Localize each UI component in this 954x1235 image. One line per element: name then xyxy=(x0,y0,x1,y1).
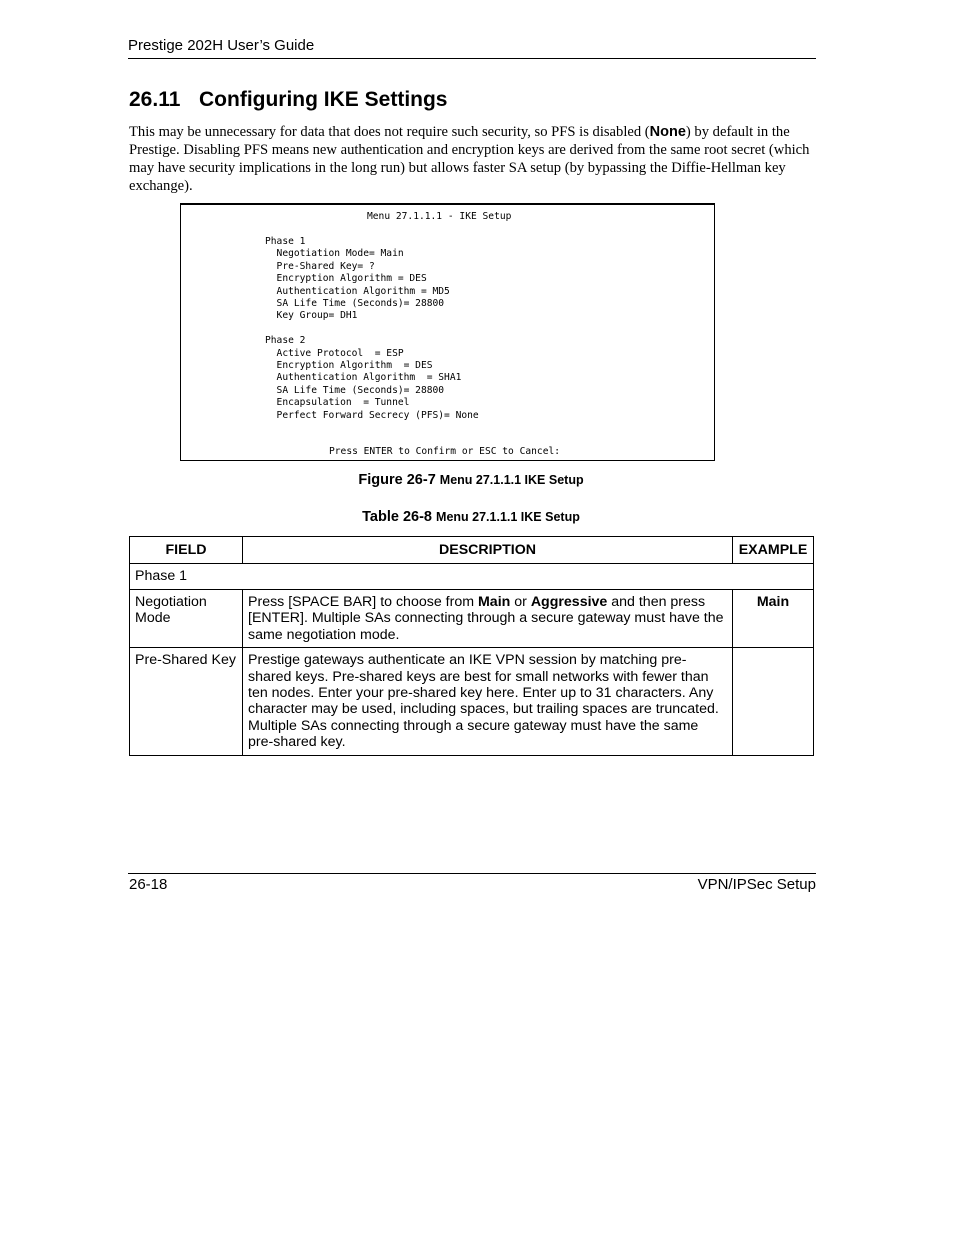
menu-title: Menu 27.1.1.1 - IKE Setup xyxy=(367,211,512,222)
desc-bold-main: Main xyxy=(477,594,511,610)
page-header xyxy=(128,37,816,59)
field-name: Negotiation Mode xyxy=(130,590,243,648)
desc-text: Press [SPACE BAR] to choose from xyxy=(248,594,478,610)
table-row xyxy=(130,590,814,648)
section-heading xyxy=(129,88,447,112)
section-title: Configuring IKE Settings xyxy=(199,88,448,111)
table-row xyxy=(130,564,814,590)
field-description xyxy=(243,590,733,648)
intro-text-after: ) by default in the Prestige. Disabling PFS means new authentication and encryption keys are derived from the same root secret (which may have security implications in the long run) but allows faster SA setup (by bypassing the Diffie-Hellman key exchange). xyxy=(129,124,810,194)
field-description: Prestige gateways authenticate an IKE VPN session by matching pre-shared keys. Pre-shared keys are best for small networks with fewer than ten nodes. Enter your pre-shared key here. Enter up to 31 characters. Any character may be used, including spaces, but trailing spaces are truncated. Multiple SAs connecting through a secure gateway must have the same pre-shared key. xyxy=(243,648,733,755)
menu-settings-text: Phase 1 Negotiation Mode= Main Pre-Shared Key= ? Encryption Algorithm = DES Authentication Algorithm = MD5 SA Life Time (Seconds)= 28800 Key Group= DH1 Phase 2 Active Protocol = ESP Encryption Algorithm = DES Authentication Algorithm = SHA1 SA Life Time (Seconds)= 28800 Encapsulation = Tunnel Perfect Forward Secrecy (PFS)= None xyxy=(265,236,479,421)
header-description: DESCRIPTION xyxy=(243,537,733,564)
table-header-row xyxy=(130,537,814,564)
desc-text: or xyxy=(510,594,531,610)
header-field: FIELD xyxy=(130,537,243,564)
table-row xyxy=(130,648,814,755)
field-description-table xyxy=(129,536,814,756)
guide-title: Prestige 202H User’s Guide xyxy=(128,37,315,54)
intro-paragraph xyxy=(129,123,817,195)
menu-screen-figure xyxy=(180,203,715,461)
table-caption-text: Menu 27.1.1.1 IKE Setup xyxy=(436,510,580,524)
field-name: Pre-Shared Key xyxy=(130,648,243,755)
section-number: 26.11 xyxy=(129,88,181,111)
intro-bold-none: None xyxy=(649,124,686,140)
intro-text-before: This may be unnecessary for data that does not require such security, so PFS is disabled ( xyxy=(129,124,650,140)
phase-row-label: Phase 1 xyxy=(130,564,814,590)
figure-label: Figure 26-7 xyxy=(358,472,436,488)
figure-caption xyxy=(0,472,948,488)
table-label: Table 26-8 xyxy=(362,509,433,525)
field-example: Main xyxy=(733,590,814,648)
table-caption xyxy=(0,509,948,525)
figure-caption-text: Menu 27.1.1.1 IKE Setup xyxy=(439,473,584,487)
page-footer xyxy=(128,873,816,893)
desc-text: and then press [ENTER]. Multiple SAs connecting through a secure gateway must have the same negotiation mode. xyxy=(248,594,724,643)
chapter-name: VPN/IPSec Setup xyxy=(697,876,816,893)
desc-bold-aggressive: Aggressive xyxy=(530,594,608,610)
menu-prompt: Press ENTER to Confirm or ESC to Cancel: xyxy=(329,446,561,457)
field-example xyxy=(733,648,814,755)
page-number: 26-18 xyxy=(129,876,168,893)
header-example: EXAMPLE xyxy=(733,537,814,564)
